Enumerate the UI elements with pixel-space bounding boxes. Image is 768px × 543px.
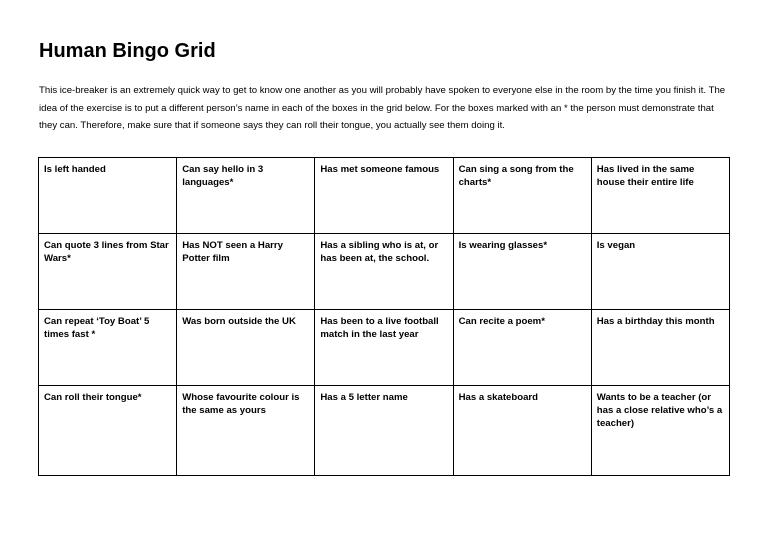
grid-cell: Is vegan <box>591 234 729 310</box>
grid-cell: Has NOT seen a Harry Potter film <box>177 234 315 310</box>
grid-row <box>39 310 730 386</box>
grid-row <box>39 158 730 234</box>
grid-cell: Can roll their tongue* <box>39 386 177 476</box>
grid-cell: Can say hello in 3 languages* <box>177 158 315 234</box>
grid-cell: Can repeat ‘Toy Boat’ 5 times fast * <box>39 310 177 386</box>
intro-paragraph: This ice-breaker is an extremely quick way to get to know one another as you will probably have spoken to everyone else in the room by the time you finish it. The idea of the exercise is to put a different person’s name in each of the boxes in the grid below. For the boxes marked with an * the person must demonstrate that they can. Therefore, make sure that if someone says they can roll their tongue, you actually see them doing it. <box>39 85 726 131</box>
grid-cell: Whose favourite colour is the same as yours <box>177 386 315 476</box>
grid-cell: Has a skateboard <box>453 386 591 476</box>
grid-cell: Has met someone famous <box>315 158 453 234</box>
grid-cell: Has a 5 letter name <box>315 386 453 476</box>
grid-cell: Can quote 3 lines from Star Wars* <box>39 234 177 310</box>
grid-cell: Has a sibling who is at, or has been at, the school. <box>315 234 453 310</box>
grid-row <box>39 386 730 476</box>
page-title: Human Bingo Grid <box>39 40 216 62</box>
grid-cell: Has been to a live football match in the last year <box>315 310 453 386</box>
bingo-grid <box>38 157 730 476</box>
grid-cell: Was born outside the UK <box>177 310 315 386</box>
grid-cell: Is wearing glasses* <box>453 234 591 310</box>
grid-cell: Is left handed <box>39 158 177 234</box>
grid-cell: Can sing a song from the charts* <box>453 158 591 234</box>
grid-row <box>39 234 730 310</box>
grid-cell: Wants to be a teacher (or has a close relative who’s a teacher) <box>591 386 729 476</box>
grid-cell: Has lived in the same house their entire life <box>591 158 729 234</box>
grid-cell: Has a birthday this month <box>591 310 729 386</box>
grid-cell: Can recite a poem* <box>453 310 591 386</box>
